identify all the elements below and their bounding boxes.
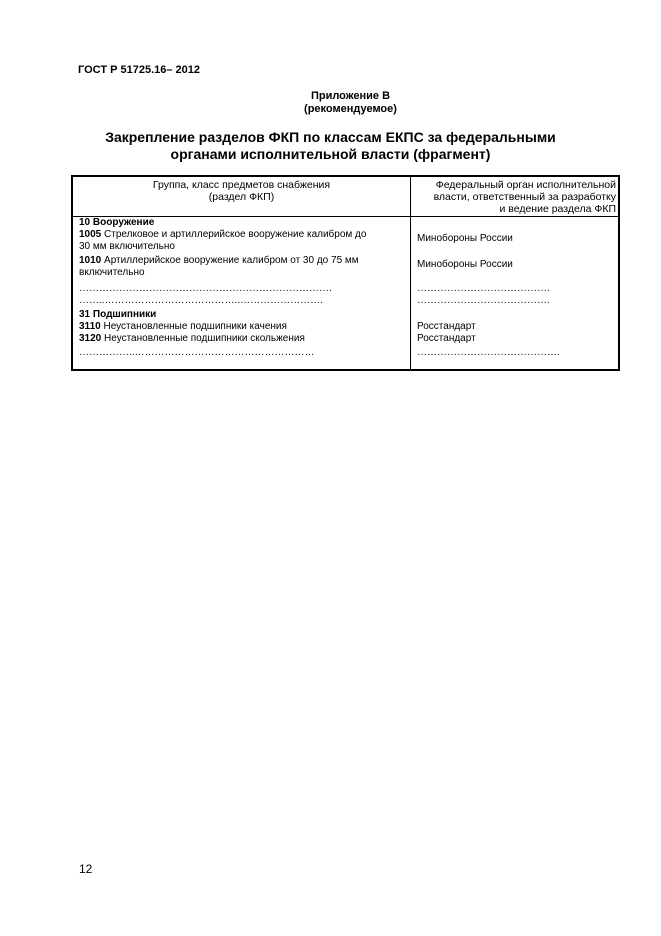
table-row-1005-cont: 30 мм включительно: [79, 241, 175, 252]
title-line-1: Закрепление разделов ФКП по классам ЕКПС за федеральными: [105, 129, 556, 145]
column-header-authority: Федеральный орган исполнительной власти, ответственный за разработку и ведение раздела ФКП: [433, 179, 616, 215]
authority-3120: Росстандарт: [417, 333, 476, 344]
ellipsis-row-right-2: ………………………………….: [417, 295, 550, 306]
authority-3110: Росстандарт: [417, 321, 476, 332]
authority-1010: Минобороны России: [417, 259, 513, 270]
appendix-label: Приложение В: [310, 90, 391, 102]
group-heading-31: 31 Подшипники: [79, 309, 157, 320]
document-header: ГОСТ Р 51725.16– 2012: [78, 64, 201, 76]
group-heading-10: 10 Вооружение: [79, 217, 155, 228]
authority-1005: Минобороны России: [417, 233, 513, 244]
table-row-1010: 1010 Артиллерийское вооружение калибром от 30 до 75 мм: [79, 255, 359, 266]
title-line-2: органами исполнительной власти (фрагмент): [170, 146, 491, 162]
ellipsis-row-left-1: ………………………………………………………………….: [79, 283, 332, 294]
ellipsis-row-left-2: ……..…………………………………..…………………….: [79, 295, 323, 306]
table-row-1010-cont: включительно: [79, 267, 145, 278]
assignment-table: [71, 175, 620, 371]
table-row-3110: 3110 Неустановленные подшипники качения: [79, 321, 287, 332]
table-row-1005: 1005 Стрелковое и артиллерийское вооружение калибром до: [79, 229, 367, 240]
appendix-note: (рекомендуемое): [304, 103, 397, 115]
ellipsis-row-right-3: …………………………………….: [417, 347, 560, 358]
ellipsis-row-left-3: ……………..………………………………………………: [79, 347, 315, 358]
ellipsis-row-right-1: ………………………………….: [417, 283, 550, 294]
header-divider: [73, 216, 618, 217]
page-number: 12: [79, 862, 93, 876]
table-row-3120: 3120 Неустановленные подшипники скольжения: [79, 333, 305, 344]
column-header-group: Группа, класс предметов снабжения (раздел ФКП): [152, 179, 331, 203]
